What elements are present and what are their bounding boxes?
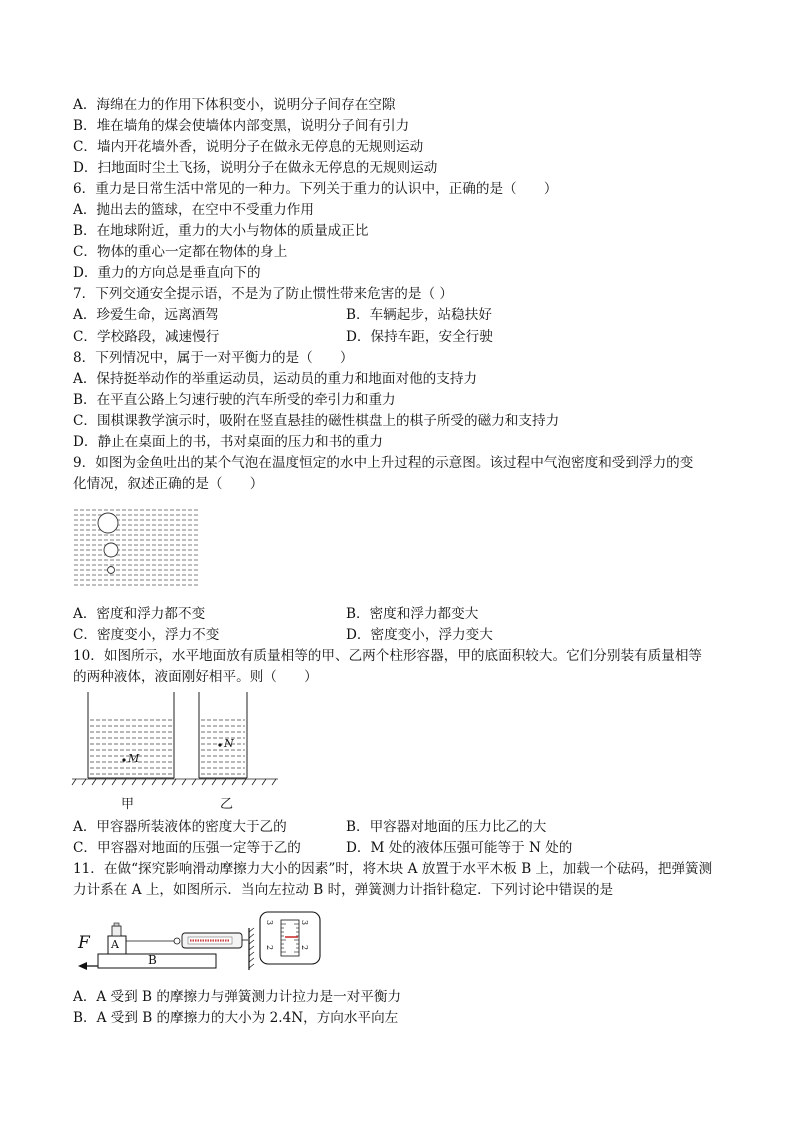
q10-option-b: B．甲容器对地面的压力比乙的大 bbox=[346, 819, 547, 835]
container-jia bbox=[88, 692, 174, 778]
q6-option-c: C．物体的重心一定都在物体的身上 bbox=[73, 244, 288, 260]
container-yi-label: 乙 bbox=[220, 797, 234, 812]
q6-option-b: B．在地球附近，重力的大小与物体的质量成正比 bbox=[73, 223, 369, 239]
q10-option-c: C．甲容器对地面的压强一定等于乙的 bbox=[73, 840, 301, 856]
q8-option-a: A．保持挺举动作的举重运动员，运动员的重力和地面对他的支持力 bbox=[73, 371, 478, 387]
medium-bubble bbox=[104, 543, 118, 557]
q8-stem: 8．下列情况中，属于一对平衡力的是（ ） bbox=[73, 350, 354, 366]
board-b bbox=[98, 954, 216, 968]
q10-option-d: D．M 处的液体压强可能等于 N 处的 bbox=[346, 840, 573, 856]
scale-mark-2-left: 2 bbox=[265, 944, 275, 951]
q6-option-d: D．重力的方向总是垂直向下的 bbox=[73, 265, 261, 281]
q8-option-d: D．静止在桌面上的书，书对桌面的压力和书的重力 bbox=[73, 434, 383, 450]
q11-option-b: B．A 受到 B 的摩擦力的大小为 2.4N，方向水平向左 bbox=[73, 1010, 399, 1026]
q7-option-b: B．车辆起步，站稳扶好 bbox=[346, 307, 492, 323]
container-yi bbox=[199, 692, 247, 778]
q11-option-a: A．A 受到 B 的摩擦力与弹簧测力计拉力是一对平衡力 bbox=[73, 989, 402, 1005]
q5-option-c: C．墙内开花墙外香，说明分子在做永无停息的无规则运动 bbox=[73, 139, 424, 155]
q9-stem-line1: 9．如图为金鱼吐出的某个气泡在温度恒定的水中上升过程的示意图。该过程中气泡密度和受到浮力的变 bbox=[73, 455, 694, 471]
q9-option-c: C．密度变小，浮力不变 bbox=[73, 627, 220, 643]
ground-hatch bbox=[72, 779, 278, 785]
q10-option-a: A．甲容器所装液体的密度大于乙的 bbox=[73, 819, 287, 835]
q9-option-b: B．密度和浮力都变大 bbox=[346, 606, 479, 622]
q6-option-a: A．抛出去的篮球，在空中不受重力作用 bbox=[73, 202, 314, 218]
point-m-label: M bbox=[128, 752, 140, 765]
q11-stem-line1: 11．在做“探究影响滑动摩擦力大小的因素”时，将木块 A 放置于水平木板 B 上，加载一个砝码，把弹簧测 bbox=[73, 861, 713, 877]
q9-bubble-figure bbox=[72, 506, 202, 592]
q5-option-b: B．堆在墙角的煤会使墙体内部变黑，说明分子间有引力 bbox=[73, 118, 410, 134]
scale-mark-3-right: 3 bbox=[300, 919, 310, 926]
q8-option-c: C．围棋课教学演示时，吸附在竖直悬挂的磁性棋盘上的棋子所受的磁力和支持力 bbox=[73, 413, 560, 429]
q10-stem-line1: 10．如图所示，水平地面放有质量相等的甲、乙两个柱形容器，甲的底面积较大。它们分别装有质量相等 bbox=[73, 648, 703, 664]
q7-option-a: A．珍爱生命，远离酒驾 bbox=[73, 307, 219, 323]
q10-stem-line2: 的两种液体，液面刚好相平。则（ ） bbox=[73, 669, 318, 685]
q6-stem: 6．重力是日常生活中常见的一种力。下列关于重力的认识中，正确的是（ ） bbox=[73, 181, 558, 197]
q10-container-figure bbox=[72, 692, 282, 792]
q5-option-d: D．扫地面时尘土飞扬，说明分子在做永无停息的无规则运动 bbox=[73, 160, 438, 176]
q11-stem-line2: 力计系在 A 上，如图所示．当向左拉动 B 时，弹簧测力计指针稳定．下列讨论中错误的是 bbox=[73, 882, 614, 898]
q5-option-a: A．海绵在力的作用下体积变小，说明分子间存在空隙 bbox=[73, 97, 396, 113]
container-jia-label: 甲 bbox=[121, 797, 135, 812]
q7-option-d: D．保持车距，安全行驶 bbox=[346, 329, 493, 345]
spring-scale bbox=[174, 933, 248, 948]
small-bubble bbox=[108, 567, 115, 574]
q9-option-d: D．密度变小，浮力变大 bbox=[346, 627, 493, 643]
q8-option-b: B．在平直公路上匀速行驶的汽车所受的牵引力和重力 bbox=[73, 392, 396, 408]
q7-stem: 7．下列交通安全提示语，不是为了防止惯性带来危害的是（ ） bbox=[73, 286, 453, 302]
block-a-label: A bbox=[111, 938, 119, 951]
board-b-label: B bbox=[148, 953, 157, 967]
q9-option-a: A．密度和浮力都不变 bbox=[73, 606, 206, 622]
large-bubble bbox=[98, 513, 118, 533]
force-f-label: F bbox=[78, 933, 90, 953]
q7-option-c: C．学校路段，减速慢行 bbox=[73, 329, 220, 345]
point-n-label: N bbox=[224, 737, 234, 750]
scale-mark-3-left: 3 bbox=[265, 919, 275, 926]
q9-stem-line2: 化情况，叙述正确的是（ ） bbox=[73, 476, 264, 492]
weight bbox=[112, 926, 121, 936]
scale-mark-2-right: 2 bbox=[300, 944, 310, 951]
